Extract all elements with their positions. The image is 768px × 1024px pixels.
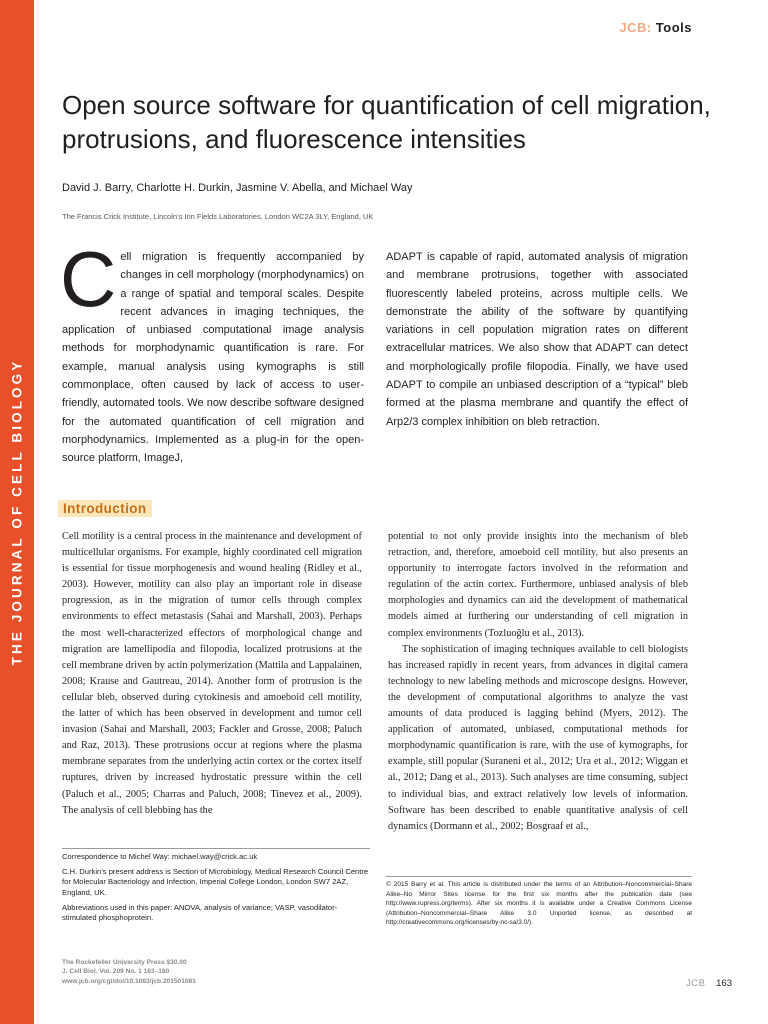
intro-paragraph-2: potential to not only provide insights into the mechanism of bleb retraction, and, therefore, amoeboid cell motility, but also presents an opportunity to interrogate factors involved in the reformation and regulation of the actin cortex. Furthermore, unbiased analysis of bleb morphologies and dynamics can aid the development of mathematical models aimed at furthering our understanding of cell migration in complex environments (Tozluoğlu et al., 2013).	[388, 531, 688, 639]
introduction-heading: Introduction	[58, 500, 152, 517]
journal-sidebar	[0, 0, 34, 1024]
correspondence-note: Correspondence to Michel Way: michael.way@crick.ac.uk	[62, 852, 258, 861]
page-number: 163	[716, 978, 732, 989]
license-note: © 2015 Barry et al. This article is distributed under the terms of an Attribution–Noncommercial–Share Alike–No Mirror Sites license for the first six months after the publication date (see http://www.rupress.org/terms). After six months it is available under a Creative Commons License (Attribution–Noncommercial–Share Alike 3.0 Unported license, as described at http://creativecommons.org/licenses/by-nc-sa/3.0/).	[386, 881, 692, 927]
abbreviations-note: Abbreviations used in this paper: ANOVA, analysis of variance; VASP, vasodilator-stimulated phosphoprotein.	[62, 902, 338, 923]
abstract-right-column: ADAPT is capable of rapid, automated analysis of migration and membrane protrusions, together with associated fluorescently labeled proteins, across multiple cells. We demonstrate the ability of the software by quantifying variations in cell population migration rates on different extracellular matrices. We also show that ADAPT can detect and morphologically profile filopodia. Finally, we have used ADAPT to compile an unbiased description of a “typical” bleb formed at the plasma membrane and quantify the effect of Arp2/3 complex inhibition on bleb retraction.	[386, 251, 688, 428]
author-list: David J. Barry, Charlotte H. Durkin, Jasmine V. Abella, and Michael Way	[62, 182, 413, 194]
publisher-info	[62, 958, 196, 986]
footnote-divider-left	[62, 848, 370, 849]
header-section-label: Tools	[655, 20, 692, 35]
abstract-dropcap: C	[60, 235, 117, 323]
journal-name-vertical: THE JOURNAL OF CELL BIOLOGY	[9, 358, 25, 666]
body-left-column	[62, 529, 362, 819]
abstract-left-text: ell migration is frequently accompanied by changes in cell morphology (morphodynamics) on a range of spatial and temporal scales. Despite recent advances in imaging techniques, the application of unbiased computational image analysis methods for morphodynamic quantification is rare. For example, manual analysis using kymographs is still commonplace, often caused by lack of access to user-friendly, automated tools. We now describe software designed for the automated quantification of cell migration and morphodynamics. Implemented as a plug-in for the open-source platform, ImageJ,	[62, 251, 364, 465]
author-affiliation: The Francis Crick Institute, Lincoln’s Inn Fields Laboratories, London WC2A 3LY, England, UK	[62, 212, 374, 221]
article-title: Open source software for quantification of cell migration, protrusions, and fluorescence intensities	[62, 90, 711, 154]
intro-paragraph-1: Cell motility is a central process in the maintenance and development of multicellular organisms. For example, highly coordinated cell migration is essential for tissue morphogenesis and wound healing (Ridley et al., 2003). However, motility can also play an important role in disease progression, as in the migration of tumor cells through complex environments to effect metastasis (Sahai and Marshall, 2003). Perhaps the most well-characterized effectors of morphological change and migration are lamellipodia and filopodia, localized protrusions at the cell membrane driven by actin polymerization (Mattila and Lappalainen, 2008; Krause and Gautreau, 2014). Another form of protrusion is the cellular bleb, observed during cytokinesis and amoeboid cell motility, the latter of which has been observed in development and tumor cell invasion (Sahai and Marshall, 2003; Fackler and Grosse, 2008; Paluch and Raz, 2013). These protrusions occur at regions where the plasma membrane separates from the underlying actin cortex or the cortex itself ruptures, driven by increased hydrostatic pressure within the cell (Paluch et al., 2005; Charras and Paluch, 2008; Tinevez et al., 2009). The analysis of cell blebbing has the	[62, 531, 362, 816]
present-address-note: C.H. Durkin’s present address is Section of Microbiology, Medical Research Council Centre for Molecular Bacteriology and Infection, Imperial College London, London SW7 2AZ, England, UK.	[62, 867, 369, 897]
section-header-tag	[619, 20, 692, 35]
footnotes	[62, 852, 370, 928]
page-footer	[686, 978, 732, 989]
body-right-column	[388, 529, 688, 835]
publisher-doi: www.jcb.org/cgi/doi/10.1083/jcb.201501081	[62, 977, 196, 985]
footnote-divider-right	[386, 876, 692, 877]
abstract-left-column	[60, 235, 364, 468]
publisher-line-2: J. Cell Biol. Vol. 209 No. 1 163–180	[62, 968, 170, 976]
publisher-line-1: The Rockefeller University Press $30.00	[62, 959, 187, 966]
intro-paragraph-3: The sophistication of imaging techniques available to cell biologists has increased rapidly in recent years, from advances in digital camera technology to new labeling methods and microscope designs. However, the development of computational algorithms to analyze the vast amounts of data produced is lagging behind (Myers, 2012). The application of automated, unbiased, computational methods for morphodynamic quantification is rare, with the use of kymographs, for example, still popular (Suraneni et al., 2012; Ura et al., 2012; Wiggan et al., 2012; Dang et al., 2013). Such analyses are time consuming, subject to individual bias, and extract relatively low levels of information. Software has been described to enable quantitative analysis of cell dynamics (Dormann et al., 2002; Bosgraaf et al.,	[388, 643, 688, 832]
footer-jcb-label: JCB	[686, 978, 706, 989]
header-jcb-label: JCB:	[619, 20, 652, 35]
